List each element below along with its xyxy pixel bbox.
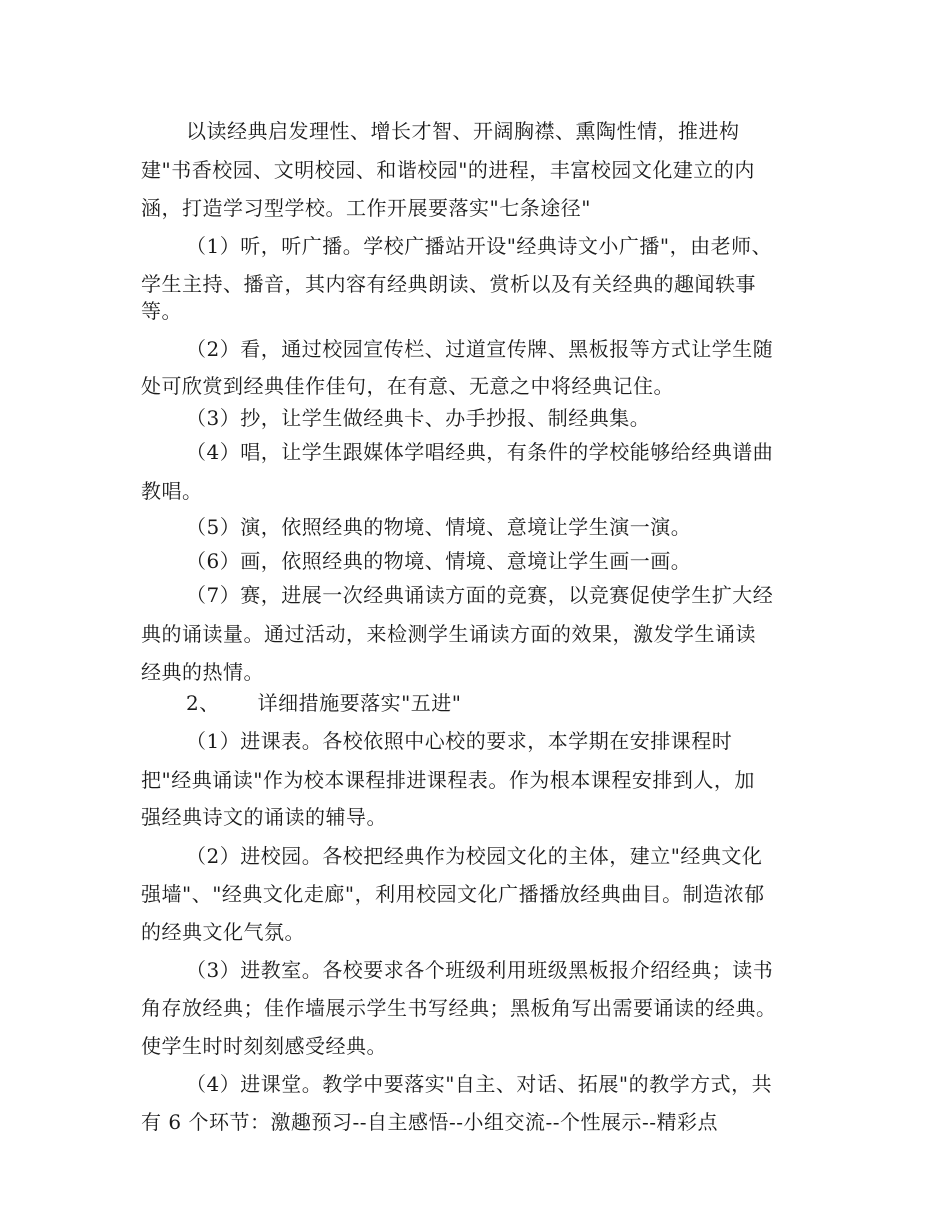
paragraph-line: 教唱。 bbox=[141, 479, 203, 503]
paragraph-line: （3）进教室。各校要求各个班级利用班级黑板报介绍经典；读书 bbox=[186, 958, 774, 982]
paragraph-line: （7）赛，进展一次经典诵读方面的竞赛，以竞赛促使学生扩大经 bbox=[186, 583, 774, 607]
paragraph-line: （2）看，通过校园宣传栏、过道宣传牌、黑板报等方式让学生随 bbox=[186, 337, 774, 361]
paragraph-line: （5）演，依照经典的物境、情境、意境让学生演一演。 bbox=[186, 515, 692, 539]
paragraph-line: 处可欣赏到经典佳作佳句，在有意、无意之中将经典记住。 bbox=[141, 374, 674, 398]
paragraph-line: 角存放经典；佳作墙展示学生书写经典；黑板角写出需要诵读的经典。 bbox=[141, 996, 777, 1020]
paragraph-line: （3）抄，让学生做经典卡、办手抄报、制经典集。 bbox=[186, 406, 651, 430]
paragraph-line: 强墙"、"经典文化走廊"，利用校园文化广播播放经典曲目。制造浓郁 bbox=[141, 882, 765, 906]
paragraph-line: 的经典文化气氛。 bbox=[141, 920, 305, 944]
paragraph-line: 建"书香校园、文明校园、和谐校园"的进程，丰富校园文化建立的内 bbox=[141, 158, 755, 182]
paragraph-line: 涵，打造学习型学校。工作开展要落实"七条途径" bbox=[141, 196, 591, 220]
paragraph-line: 以读经典启发理性、增长才智、开阔胸襟、熏陶性情，推进构 bbox=[186, 119, 740, 143]
paragraph-line: 强经典诗文的诵读的辅导。 bbox=[141, 805, 387, 829]
section-heading: 2、 详细措施要落实"五进" bbox=[186, 691, 462, 715]
paragraph-line: 等。 bbox=[141, 299, 182, 323]
paragraph-line: （6）画，依照经典的物境、情境、意境让学生画一画。 bbox=[186, 549, 692, 573]
paragraph-line: 把"经典诵读"作为校本课程排进课程表。作为根本课程安排到人，加 bbox=[141, 768, 755, 792]
paragraph-line: （1）听，听广播。学校广播站开设"经典诗文小广播"，由老师、 bbox=[186, 234, 773, 258]
paragraph-line: （4）进课堂。教学中要落实"自主、对话、拓展"的教学方式，共 bbox=[186, 1072, 773, 1096]
paragraph-line: （4）唱，让学生跟媒体学唱经典，有条件的学校能够给经典谱曲 bbox=[186, 440, 774, 464]
paragraph-line: 学生主持、播音，其内容有经典朗读、赏析以及有关经典的趣闻轶事 bbox=[141, 272, 756, 296]
paragraph-line: （2）进校园。各校把经典作为校园文化的主体，建立"经典文化 bbox=[186, 844, 763, 868]
paragraph-line: 有 6 个环节：激趣预习--自主感悟--小组交流--个性展示--精彩点 bbox=[141, 1110, 719, 1134]
paragraph-line: 典的诵读量。通过活动，来检测学生诵读方面的效果，激发学生诵读 bbox=[141, 622, 756, 646]
paragraph-line: 经典的热情。 bbox=[141, 660, 264, 684]
paragraph-line: （1）进课表。各校依照中心校的要求，本学期在安排课程时 bbox=[186, 729, 733, 753]
paragraph-line: 使学生时时刻刻感受经典。 bbox=[141, 1034, 387, 1058]
